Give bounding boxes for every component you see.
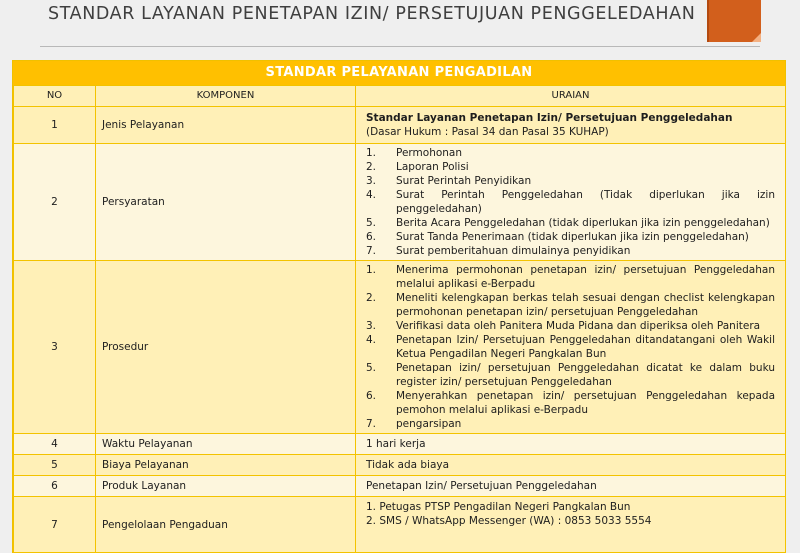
- column-header-uraian: URAIAN: [356, 86, 786, 107]
- column-header-komponen: KOMPONEN: [96, 86, 356, 107]
- row-uraian: 1 hari kerja: [356, 434, 786, 455]
- list-number: 1.: [366, 264, 377, 276]
- list-item: [366, 230, 775, 244]
- row-no: 7: [14, 497, 96, 553]
- list-number: 2.: [366, 292, 377, 304]
- row-komponen: Waktu Pelayanan: [96, 434, 356, 455]
- list-item: [366, 244, 775, 258]
- row-komponen: Biaya Pelayanan: [96, 455, 356, 476]
- list-item: [366, 417, 775, 431]
- title-divider: [40, 46, 760, 47]
- list-number: 6.: [366, 231, 377, 243]
- list-item: 1. Petugas PTSP Pengadilan Negeri Pangkalan Bun: [366, 501, 631, 513]
- list-number: 5.: [366, 362, 377, 374]
- table-row: [14, 261, 786, 434]
- list-text: Penetapan Izin/ Persetujuan Penggeledahan ditandatangani oleh Wakil Ketua Pengadilan Negeri Pangkalan Bun: [396, 334, 775, 360]
- list-text: Surat Perintah Penggeledahan (Tidak diperlukan jika izin penggeledahan): [396, 189, 775, 215]
- list-number: 2.: [366, 161, 377, 173]
- list-item: [366, 174, 775, 188]
- list-number: 4.: [366, 334, 377, 346]
- row-komponen: Jenis Pelayanan: [96, 107, 356, 144]
- row-uraian: [356, 107, 786, 144]
- table-row: [14, 497, 786, 553]
- list-text: pengarsipan: [396, 418, 462, 430]
- row-komponen: Prosedur: [96, 261, 356, 434]
- list-text: Meneliti kelengkapan berkas telah sesuai dengan checlist kelengkapan permohonan penetapan izin/ persetujuan Penggeledahan: [396, 292, 775, 318]
- row-no: 3: [14, 261, 96, 434]
- table-row: [14, 144, 786, 261]
- list-number: 3.: [366, 320, 377, 332]
- decorative-orange-box: [707, 0, 761, 42]
- list-number: 4.: [366, 189, 377, 201]
- uraian-subtitle: (Dasar Hukum : Pasal 34 dan Pasal 35 KUHAP): [366, 126, 609, 138]
- row-uraian: Tidak ada biaya: [356, 455, 786, 476]
- list-number: 5.: [366, 217, 377, 229]
- list-item: [366, 188, 775, 216]
- table-row: [14, 476, 786, 497]
- list-item: [366, 291, 775, 319]
- table-row: [14, 455, 786, 476]
- list-number: 3.: [366, 175, 377, 187]
- standard-service-table: [12, 60, 786, 553]
- row-no: 4: [14, 434, 96, 455]
- page-title: STANDAR LAYANAN PENETAPAN IZIN/ PERSETUJUAN PENGGELEDAHAN: [48, 4, 696, 24]
- list-item: 2. SMS / WhatsApp Messenger (WA) : 0853 5033 5554: [366, 515, 652, 527]
- table-header: STANDAR PELAYANAN PENGADILAN: [13, 61, 785, 85]
- row-no: 5: [14, 455, 96, 476]
- column-header-row: [14, 86, 786, 107]
- list-text: Berita Acara Penggeledahan (tidak diperlukan jika izin penggeledahan): [396, 217, 770, 229]
- service-table: [13, 85, 786, 553]
- row-uraian: Penetapan Izin/ Persetujuan Penggeledahan: [356, 476, 786, 497]
- list-text: Laporan Polisi: [396, 161, 469, 173]
- list-number: 7.: [366, 245, 377, 257]
- list-item: [366, 146, 775, 160]
- row-no: 6: [14, 476, 96, 497]
- list-number: 7.: [366, 418, 377, 430]
- list-text: Surat pemberitahuan dimulainya penyidikan: [396, 245, 631, 257]
- row-uraian: [356, 144, 786, 261]
- list-text: Surat Tanda Penerimaan (tidak diperlukan jika izin penggeledahan): [396, 231, 749, 243]
- row-komponen: Pengelolaan Pengaduan: [96, 497, 356, 553]
- list-text: Penetapan izin/ persetujuan Penggeledahan dicatat ke dalam buku register izin/ persetujuan Penggeledahan: [396, 362, 775, 388]
- list-number: 1.: [366, 147, 377, 159]
- row-no: 1: [14, 107, 96, 144]
- table-row: [14, 107, 786, 144]
- list-number: 6.: [366, 390, 377, 402]
- row-komponen: Persyaratan: [96, 144, 356, 261]
- row-uraian: [356, 497, 786, 553]
- list-item: [366, 319, 775, 333]
- list-text: Menyerahkan penetapan izin/ persetujuan Penggeledahan kepada pemohon melalui aplikasi e-Berpadu: [396, 390, 775, 416]
- column-header-no: NO: [14, 86, 96, 107]
- list-item: [366, 333, 775, 361]
- uraian-title: Standar Layanan Penetapan Izin/ Persetujuan Penggeledahan: [366, 112, 733, 124]
- list-item: [366, 263, 775, 291]
- row-no: 2: [14, 144, 96, 261]
- row-uraian: [356, 261, 786, 434]
- list-text: Permohonan: [396, 147, 463, 159]
- list-item: [366, 361, 775, 389]
- row-komponen: Produk Layanan: [96, 476, 356, 497]
- list-item: [366, 216, 775, 230]
- list-text: Menerima permohonan penetapan izin/ persetujuan Penggeledahan melalui aplikasi e-Berpadu: [396, 264, 775, 290]
- list-item: [366, 389, 775, 417]
- list-item: [366, 160, 775, 174]
- list-text: Verifikasi data oleh Panitera Muda Pidana dan diperiksa oleh Panitera: [396, 320, 761, 332]
- list-text: Surat Perintah Penyidikan: [396, 175, 532, 187]
- table-row: [14, 434, 786, 455]
